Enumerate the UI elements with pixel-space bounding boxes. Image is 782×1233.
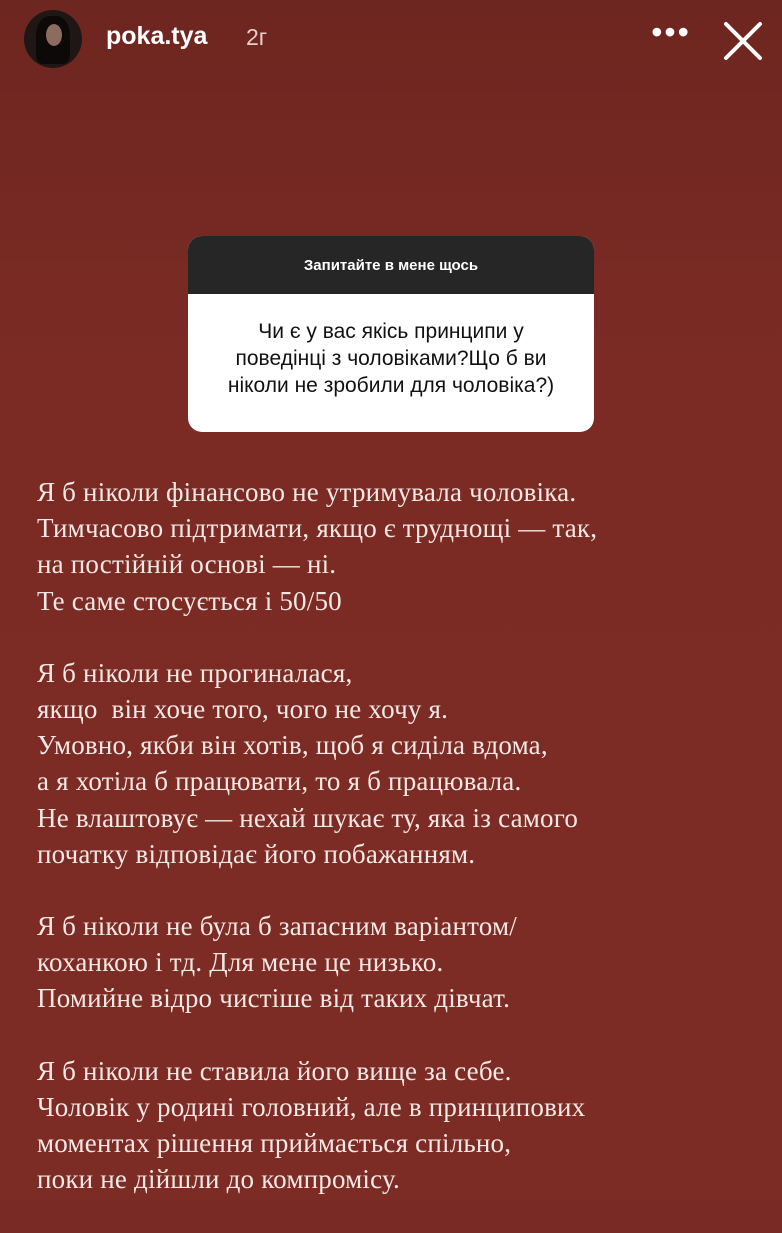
answer-line: поки не дійшли до компромісу. [37,1164,400,1195]
answer-line: Не влаштовує — нехай шукає ту, яка із самого [37,802,579,833]
answer-line: Я б ніколи не прогиналася, [37,657,353,688]
question-sticker[interactable] [188,236,594,432]
answer-line: на постійній основі — ні. [37,549,337,580]
answer-line: Те саме стосується і 50/50 [37,585,342,616]
answer-text-block [37,474,767,1233]
answer-line: Я б ніколи не була б запасним варіантом/ [37,911,517,942]
avatar-face [46,24,62,46]
answer-paragraph [37,655,767,872]
close-button[interactable] [720,18,766,64]
answer-line: Чоловік у родині головний, але в принципових [37,1091,586,1122]
answer-paragraph [37,474,767,619]
answer-line: Умовно, якби він хотів, щоб я сиділа вдома, [37,730,548,761]
question-text: Чи є у вас якісь принципи у поведінці з чоловіками?Що б ви ніколи не зробили для чоловіка?) [227,320,555,397]
story-header [0,0,782,84]
answer-line: Я б ніколи фінансово не утримувала чоловіка. [37,477,577,507]
answer-line: а я хотіла б працювати, то я б працювала. [37,766,522,797]
username-link[interactable]: poka.tya [106,22,208,50]
answer-paragraph [37,1053,767,1198]
profile-avatar[interactable] [24,10,82,68]
answer-line: початку відповідає його побажанням. [37,838,476,869]
post-time: 2г [246,24,268,50]
more-options-icon: ••• [651,14,691,50]
answer-line: Я б ніколи не ставила його вище за себе. [37,1055,512,1086]
answer-paragraph [37,908,767,1017]
answer-line: Помийне відро чистіше від таких дівчат. [37,983,511,1014]
more-options-button[interactable] [650,14,692,52]
answer-line: коханкою і тд. Для мене це низько. [37,947,444,978]
answer-line: якщо він хоче того, чого не хочу я. [37,694,449,725]
question-sticker-header: Запитайте в мене щось [188,236,594,294]
answer-line: Тимчасово підтримати, якщо є труднощі — так, [37,513,598,544]
close-icon [720,18,766,64]
answer-line: моментах рішення приймається спільно, [37,1128,512,1159]
